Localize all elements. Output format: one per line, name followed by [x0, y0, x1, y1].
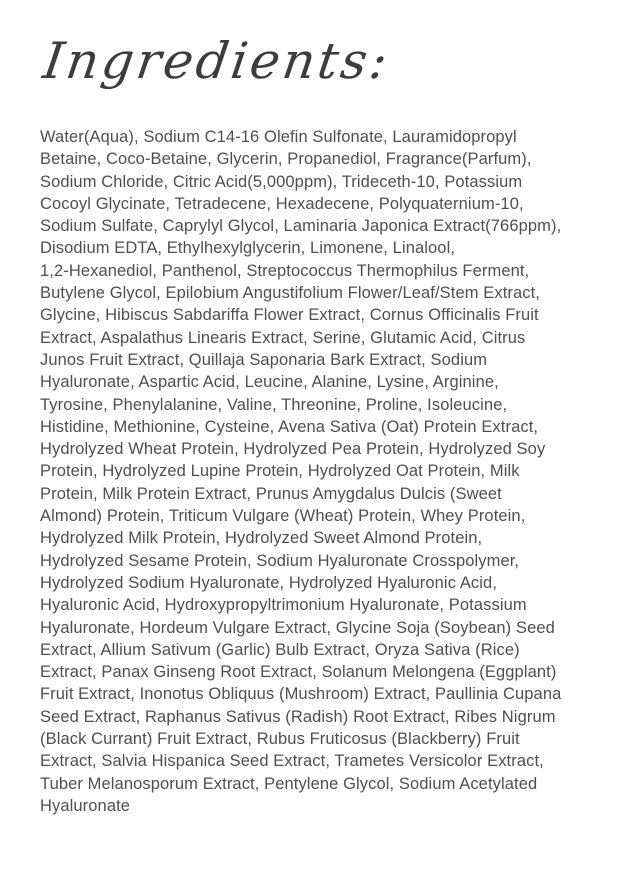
- ingredients-line: Histidine, Methionine, Cysteine, Avena Sativa (Oat) Protein Extract,: [40, 417, 539, 436]
- ingredients-line: Tuber Melanosporum Extract, Pentylene Glycol, Sodium Acetylated: [40, 774, 538, 793]
- ingredients-line: Protein, Hydrolyzed Lupine Protein, Hydrolyzed Oat Protein, Milk: [40, 462, 520, 481]
- ingredients-line: Extract, Aspalathus Linearis Extract, Serine, Glutamic Acid, Citrus: [40, 328, 526, 347]
- ingredients-line: Hydrolyzed Sesame Protein, Sodium Hyaluronate Crosspolymer,: [40, 551, 520, 570]
- ingredients-line: 1,2-Hexanediol, Panthenol, Streptococcus Thermophilus Ferment,: [40, 261, 530, 280]
- ingredients-line: Glycine, Hibiscus Sabdariffa Flower Extract, Cornus Officinalis Fruit: [40, 306, 539, 325]
- ingredients-line: Butylene Glycol, Epilobium Angustifolium Flower/Leaf/Stem Extract,: [40, 284, 540, 303]
- ingredients-line: Hyaluronate, Aspartic Acid, Leucine, Alanine, Lysine, Arginine,: [40, 373, 499, 392]
- ingredients-line: Betaine, Coco-Betaine, Glycerin, Propanediol, Fragrance(Parfum),: [40, 150, 532, 169]
- ingredients-line: Seed Extract, Raphanus Sativus (Radish) Root Extract, Ribes Nigrum: [40, 707, 556, 726]
- ingredients-line: Sodium Chloride, Citric Acid(5,000ppm), Trideceth-10, Potassium: [40, 172, 523, 191]
- ingredients-line: Almond) Protein, Triticum Vulgare (Wheat) Protein, Whey Protein,: [40, 507, 526, 526]
- ingredients-line: Water(Aqua), Sodium C14-16 Olefin Sulfonate, Lauramidopropyl: [40, 128, 517, 146]
- ingredients-line: Fruit Extract, Inonotus Obliquus (Mushroom) Extract, Paullinia Cupana: [40, 685, 562, 704]
- ingredients-line: Junos Fruit Extract, Quillaja Saponaria Bark Extract, Sodium: [40, 350, 488, 369]
- ingredients-line: Extract, Panax Ginseng Root Extract, Solanum Melongena (Eggplant): [40, 663, 557, 682]
- ingredients-line: Extract, Allium Sativum (Garlic) Bulb Extract, Oryza Sativa (Rice): [40, 640, 520, 659]
- ingredients-line: Protein, Milk Protein Extract, Prunus Amygdalus Dulcis (Sweet: [40, 484, 502, 503]
- ingredients-line: (Black Currant) Fruit Extract, Rubus Fruticosus (Blackberry) Fruit: [40, 730, 520, 749]
- ingredients-line: Cocoyl Glycinate, Tetradecene, Hexadecene, Polyquaternium-10,: [40, 194, 524, 213]
- ingredients-heading: Ingredients:: [39, 32, 394, 90]
- ingredients-line: Hyaluronate: [40, 796, 131, 815]
- ingredients-line: Extract, Salvia Hispanica Seed Extract, Trametes Versicolor Extract,: [40, 752, 544, 771]
- ingredients-line: Hyaluronic Acid, Hydroxypropyltrimonium Hyaluronate, Potassium: [40, 596, 527, 615]
- ingredients-line: Hydrolyzed Wheat Protein, Hydrolyzed Pea Protein, Hydrolyzed Soy: [40, 440, 546, 459]
- ingredients-line: Tyrosine, Phenylalanine, Valine, Threonine, Proline, Isoleucine,: [40, 395, 508, 414]
- ingredients-list: [40, 126, 600, 817]
- ingredients-line: Sodium Sulfate, Caprylyl Glycol, Laminaria Japonica Extract(766ppm),: [40, 217, 562, 236]
- ingredients-line: Hyaluronate, Hordeum Vulgare Extract, Glycine Soja (Soybean) Seed: [40, 618, 555, 637]
- ingredients-line: Disodium EDTA, Ethylhexylglycerin, Limonene, Linalool,: [40, 239, 456, 258]
- ingredients-line: Hydrolyzed Sodium Hyaluronate, Hydrolyzed Hyaluronic Acid,: [40, 573, 498, 592]
- ingredients-line: Hydrolyzed Milk Protein, Hydrolyzed Sweet Almond Protein,: [40, 529, 483, 548]
